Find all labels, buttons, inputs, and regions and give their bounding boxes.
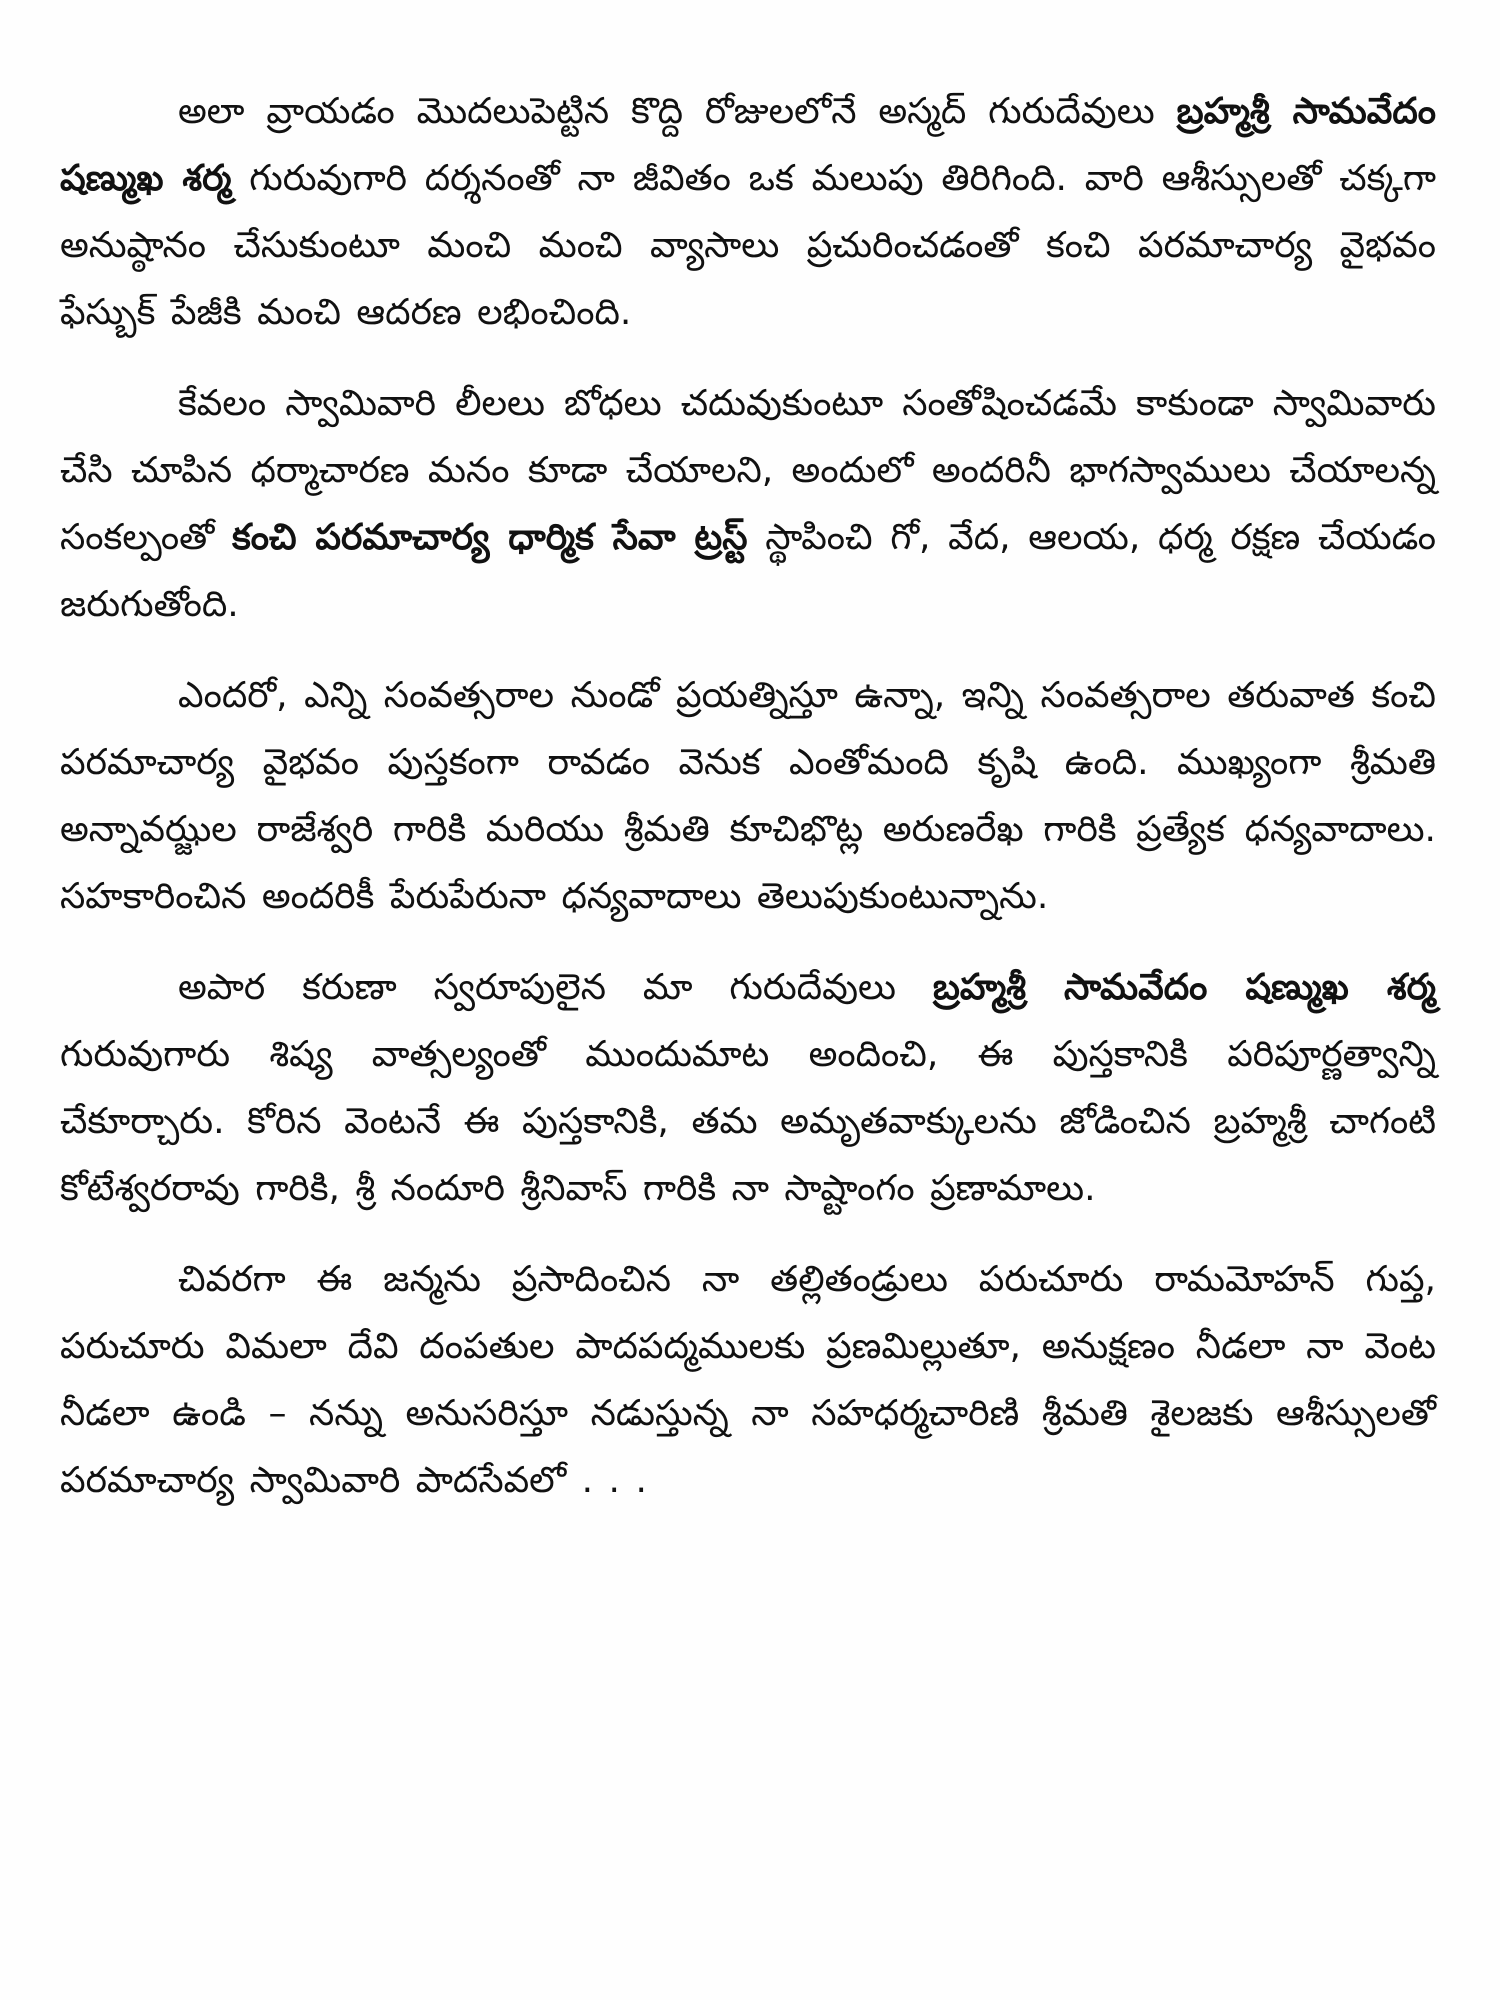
trust-name-bold: కంచి పరమాచార్య ధార్మిక సేవా ట్రస్ట్ xyxy=(231,517,748,558)
paragraph-1-text: అలా వ్రాయడం మొదలుపెట్టిన కొద్ది రోజులలోనే అస్మద్ గురుదేవులు xyxy=(178,91,1177,132)
paragraph-2-text: కేవలం స్వామివారి లీలలు బోధలు చదువుకుంటూ సంతోషించడమే కాకుండా స్వామివారు చేసి చూపిన ధర్మాచారణ మనం కూడా చేయాలని, అందులో అందరినీ భాగస్వాములు చేయాలన్న సంకల్పంతో xyxy=(60,383,1436,558)
guru-name-bold: బ్రహ్మశ్రీ సామవేదం షణ్ముఖ శర్మ xyxy=(60,91,1436,199)
guru-name-bold-2: బ్రహ్మశ్రీ సామవేదం షణ్ముఖ శర్మ xyxy=(932,967,1436,1008)
paragraph-5-text: చివరగా ఈ జన్మను ప్రసాదించిన నా తల్లితండ్రులు పరుచూరు రామమోహన్ గుప్త, పరుచూరు విమలా దేవి దంపతుల పాదపద్మములకు ప్రణమిల్లుతూ, అనుక్షణం నీడలా నా వెంట నీడలా ఉండి – నన్ను అనుసరిస్తూ నడుస్తున్న నా సహధర్మచారిణి శ్రీమతి శైలజకు ఆశీస్సులతో పరమాచార్య స్వామివారి పాదసేవలో . . . xyxy=(60,1259,1436,1501)
paragraph-4-text: అపార కరుణా స్వరూపులైన మా గురుదేవులు xyxy=(178,967,933,1008)
paragraph-3 xyxy=(60,662,1436,930)
paragraph-4-text-cont: గురువుగారు శిష్య వాత్సల్యంతో ముందుమాట అందించి, ఈ పుస్తకానికి పరిపూర్ణత్వాన్ని చేకూర్చారు. కోరిన వెంటనే ఈ పుస్తకానికి, తమ అమృతవాక్కులను జోడించిన బ్రహ్మశ్రీ చాగంటి కోటేశ్వరరావు గారికి, శ్రీ నందూరి శ్రీనివాస్ గారికి నా సాష్టాంగం ప్రణామాలు. xyxy=(60,1034,1436,1209)
paragraph-2 xyxy=(60,370,1436,638)
paragraph-1 xyxy=(60,78,1436,346)
paragraph-2-text-cont: స్థాపించి గో, వేద, ఆలయ, ధర్మ రక్షణ చేయడం జరుగుతోంది. xyxy=(60,517,1436,625)
paragraph-3-text: ఎందరో, ఎన్ని సంవత్సరాల నుండో ప్రయత్నిస్తూ ఉన్నా, ఇన్ని సంవత్సరాల తరువాత కంచి పరమాచార్య వైభవం పుస్తకంగా రావడం వెనుక ఎంతోమంది కృషి ఉంది. ముఖ్యంగా శ్రీమతి అన్నావఝ్జల రాజేశ్వరి గారికి మరియు శ్రీమతి కూచిభొట్ల అరుణరేఖ గారికి ప్రత్యేక ధన్యవాదాలు. సహకారించిన అందరికీ పేరుపేరునా ధన్యవాదాలు తెలుపుకుంటున్నాను. xyxy=(60,675,1436,917)
paragraph-5 xyxy=(60,1246,1436,1514)
paragraph-4 xyxy=(60,954,1436,1222)
paragraph-1-text-cont: గురువుగారి దర్శనంతో నా జీవితం ఒక మలుపు తిరిగింది. వారి ఆశీస్సులతో చక్కగా అనుష్ఠానం చేసుకుంటూ మంచి మంచి వ్యాసాలు ప్రచురించడంతో కంచి పరమాచార్య వైభవం ఫేస్బుక్ పేజీకి మంచి ఆదరణ లభించింది. xyxy=(60,158,1436,333)
